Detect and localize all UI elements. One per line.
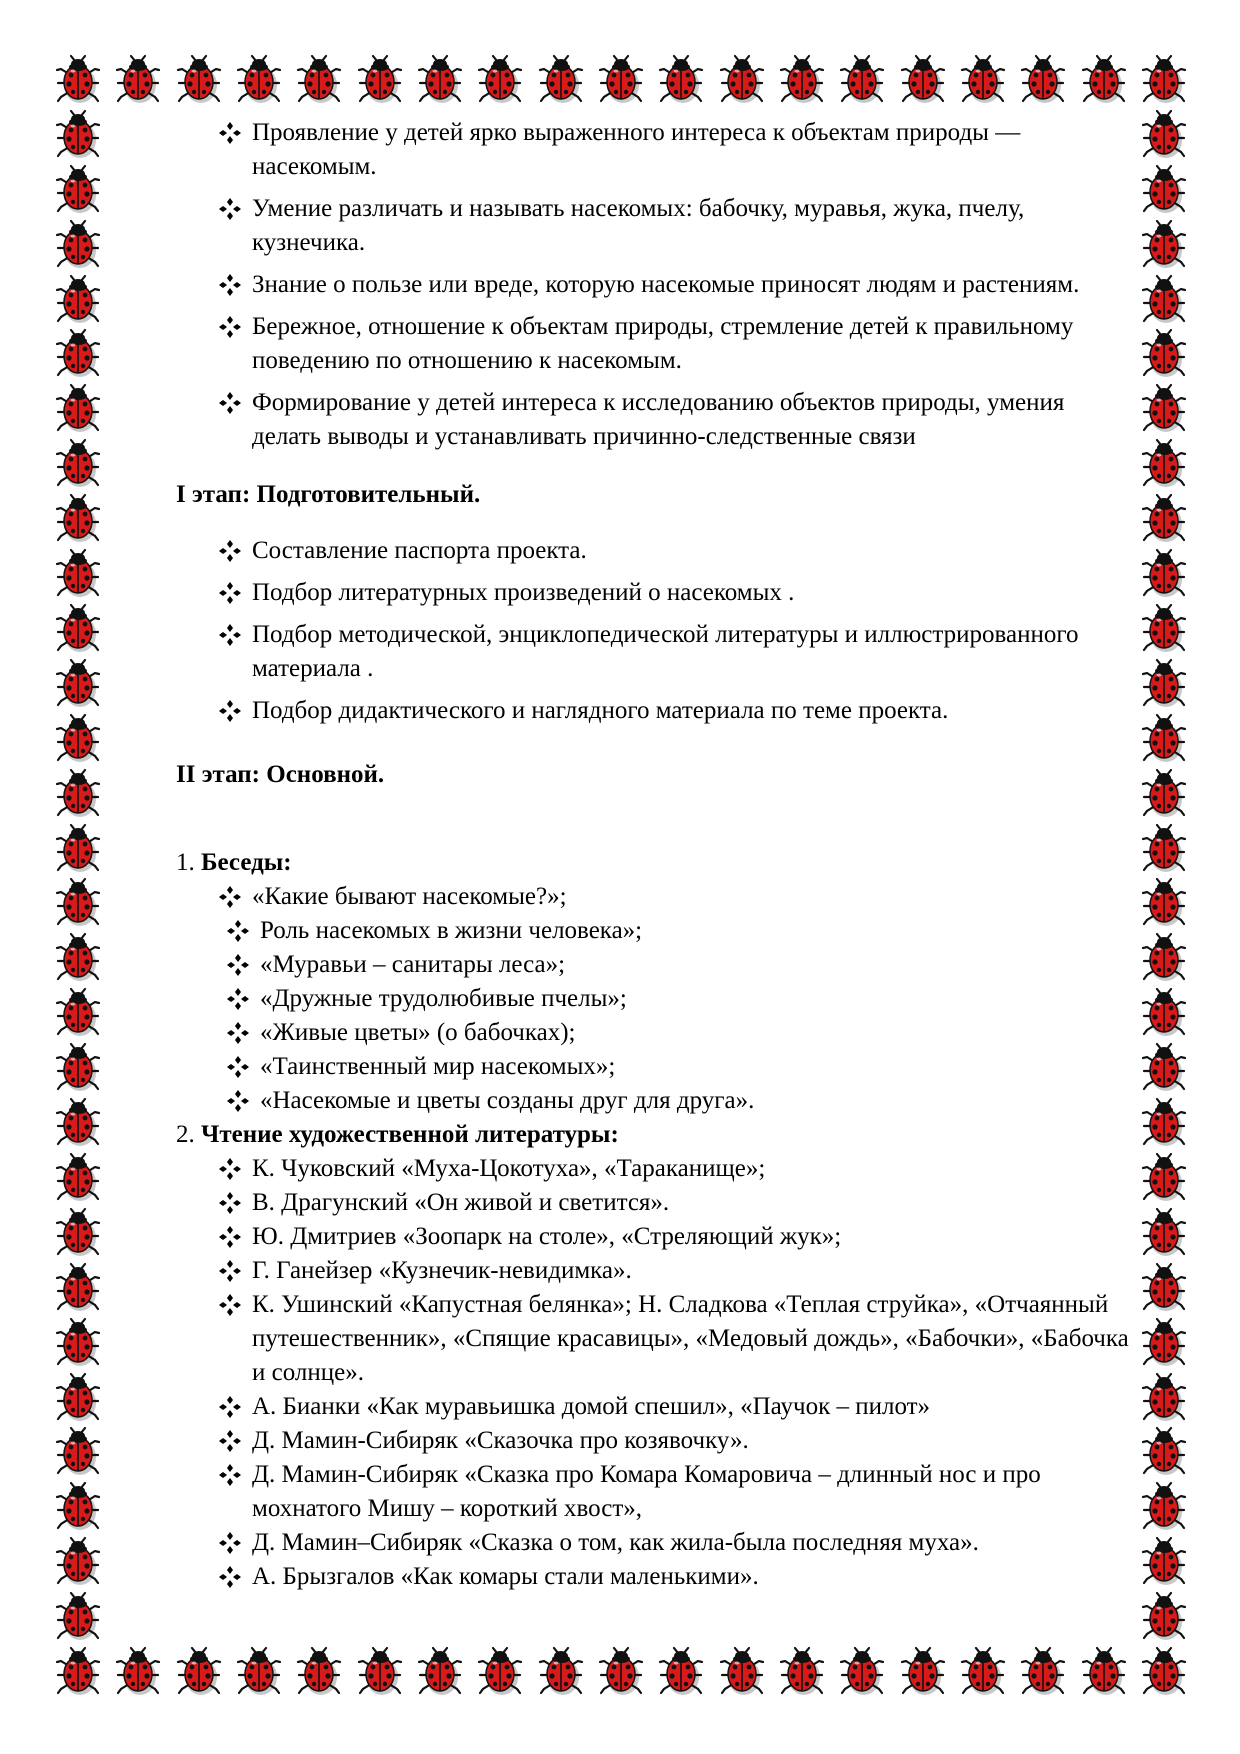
four-diamond-bullet-icon bbox=[224, 982, 252, 1016]
list-item bbox=[176, 880, 1136, 914]
ladybug-icon bbox=[1138, 1151, 1190, 1203]
conversations-number: 1. bbox=[176, 849, 195, 876]
list-item bbox=[176, 1152, 1136, 1186]
list-item bbox=[176, 1254, 1136, 1288]
four-diamond-bullet-icon bbox=[216, 618, 244, 652]
four-diamond-bullet-icon bbox=[224, 1084, 252, 1118]
ladybug-icon bbox=[52, 53, 104, 105]
ladybug-icon bbox=[52, 327, 104, 379]
ladybug-icon bbox=[655, 1645, 707, 1697]
ladybug-icon bbox=[414, 53, 466, 105]
ladybug-icon bbox=[354, 1645, 406, 1697]
ladybug-icon bbox=[1138, 1590, 1190, 1642]
ladybug-icon bbox=[52, 1590, 104, 1642]
ladybug-icon bbox=[1138, 1096, 1190, 1148]
ladybug-icon bbox=[52, 1206, 104, 1258]
list-item bbox=[176, 694, 1136, 728]
ladybug-icon bbox=[52, 822, 104, 874]
ladybug-icon bbox=[293, 53, 345, 105]
ladybug-icon bbox=[1138, 492, 1190, 544]
ladybug-icon bbox=[1138, 382, 1190, 434]
ladybug-icon bbox=[414, 1645, 466, 1697]
ladybug-icon bbox=[1138, 1480, 1190, 1532]
list-item bbox=[176, 1526, 1136, 1560]
four-diamond-bullet-icon bbox=[224, 914, 252, 948]
reading-heading bbox=[176, 1118, 1136, 1152]
ladybug-icon bbox=[52, 931, 104, 983]
ladybug-icon bbox=[655, 53, 707, 105]
stage2-heading: II этап: Основной. bbox=[176, 761, 385, 788]
list-item bbox=[176, 310, 1136, 378]
four-diamond-bullet-icon bbox=[216, 1390, 244, 1424]
ladybug-icon bbox=[897, 1645, 949, 1697]
four-diamond-bullet-icon bbox=[216, 116, 244, 150]
list-item bbox=[176, 386, 1136, 454]
ladybug-icon bbox=[716, 53, 768, 105]
list-item-text: Ю. Дмитриев «Зоопарк на столе», «Стреляющий жук»; bbox=[252, 1223, 842, 1250]
four-diamond-bullet-icon bbox=[216, 192, 244, 226]
ladybug-icon bbox=[52, 1096, 104, 1148]
ladybug-icon bbox=[1138, 327, 1190, 379]
ladybug-icon bbox=[1138, 986, 1190, 1038]
ladybug-icon bbox=[1017, 53, 1069, 105]
four-diamond-bullet-icon bbox=[216, 576, 244, 610]
ladybug-icon bbox=[1138, 1645, 1190, 1697]
ladybug-icon bbox=[112, 53, 164, 105]
ladybug-icon bbox=[52, 492, 104, 544]
list-item-text: «Насекомые и цветы созданы друг для друга». bbox=[260, 1087, 755, 1114]
ladybug-icon bbox=[233, 1645, 285, 1697]
ladybug-icon bbox=[52, 382, 104, 434]
list-item bbox=[176, 1186, 1136, 1220]
four-diamond-bullet-icon bbox=[216, 1288, 244, 1322]
list-item bbox=[176, 1424, 1136, 1458]
four-diamond-bullet-icon bbox=[216, 1152, 244, 1186]
list-item bbox=[176, 116, 1136, 184]
four-diamond-bullet-icon bbox=[216, 386, 244, 420]
four-diamond-bullet-icon bbox=[216, 1254, 244, 1288]
list-item-text: Подбор литературных произведений о насекомых . bbox=[252, 579, 795, 606]
list-item bbox=[176, 192, 1136, 260]
list-item bbox=[176, 1560, 1136, 1594]
ladybug-icon bbox=[52, 108, 104, 160]
four-diamond-bullet-icon bbox=[216, 1458, 244, 1492]
list-item-text: Д. Мамин-Сибиряк «Сказка про Комара Комаровича – длинный нос и про мохнатого Мишу – короткий хвост», bbox=[252, 1461, 1041, 1522]
ladybug-icon bbox=[1138, 602, 1190, 654]
document-body bbox=[176, 116, 1136, 1594]
ladybug-icon bbox=[957, 53, 1009, 105]
ladybug-icon bbox=[1138, 931, 1190, 983]
list-item-text: Подбор методической, энциклопедической литературы и иллюстрированного материала . bbox=[252, 621, 1079, 682]
ladybug-icon bbox=[1138, 1371, 1190, 1423]
ladybug-icon bbox=[52, 1261, 104, 1313]
ladybug-icon bbox=[52, 1371, 104, 1423]
ladybug-icon bbox=[293, 1645, 345, 1697]
list-item-text: «Таинственный мир насекомых»; bbox=[260, 1053, 616, 1080]
ladybug-icon bbox=[52, 1151, 104, 1203]
ladybug-icon bbox=[52, 1316, 104, 1368]
list-item-text: Д. Мамин–Сибиряк «Сказка о том, как жила-была последняя муха». bbox=[252, 1529, 979, 1556]
list-item-text: Формирование у детей интереса к исследованию объектов природы, умения делать выводы и устанавливать причинно-следственные связи bbox=[252, 389, 1065, 450]
ladybug-icon bbox=[52, 547, 104, 599]
four-diamond-bullet-icon bbox=[216, 1424, 244, 1458]
ladybug-icon bbox=[1138, 1041, 1190, 1093]
ladybug-icon bbox=[52, 602, 104, 654]
ladybug-icon bbox=[1138, 712, 1190, 764]
ladybug-icon bbox=[1138, 108, 1190, 160]
expected-results-list bbox=[176, 116, 1136, 454]
ladybug-icon bbox=[1078, 53, 1130, 105]
list-item bbox=[176, 982, 1136, 1016]
list-item bbox=[176, 576, 1136, 610]
ladybug-icon bbox=[1138, 273, 1190, 325]
four-diamond-bullet-icon bbox=[216, 694, 244, 728]
list-item bbox=[176, 948, 1136, 982]
list-item-text: В. Драгунский «Он живой и светится». bbox=[252, 1189, 670, 1216]
list-item-text: Умение различать и называть насекомых: бабочку, муравья, жука, пчелу, кузнечика. bbox=[252, 195, 1025, 256]
ladybug-icon bbox=[354, 53, 406, 105]
ladybug-icon bbox=[1138, 547, 1190, 599]
conversations-list bbox=[176, 880, 1136, 1118]
list-item bbox=[176, 1084, 1136, 1118]
list-item-text: Г. Ганейзер «Кузнечик-невидимка». bbox=[252, 1257, 632, 1284]
ladybug-icon bbox=[897, 53, 949, 105]
ladybug-icon bbox=[52, 767, 104, 819]
list-item-text: Подбор дидактического и наглядного материала по теме проекта. bbox=[252, 697, 949, 724]
ladybug-icon bbox=[52, 986, 104, 1038]
reading-number: 2. bbox=[176, 1121, 195, 1148]
list-item bbox=[176, 1288, 1136, 1390]
list-item-text: Проявление у детей ярко выраженного интереса к объектам природы — насекомым. bbox=[252, 119, 1021, 180]
list-item bbox=[176, 1220, 1136, 1254]
four-diamond-bullet-icon bbox=[216, 1560, 244, 1594]
ladybug-icon bbox=[52, 876, 104, 928]
ladybug-icon bbox=[1138, 822, 1190, 874]
ladybug-icon bbox=[1138, 53, 1190, 105]
four-diamond-bullet-icon bbox=[216, 268, 244, 302]
four-diamond-bullet-icon bbox=[216, 1220, 244, 1254]
list-item-text: А. Бианки «Как муравьишка домой спешил», «Паучок – пилот» bbox=[252, 1393, 931, 1420]
conversations-heading bbox=[176, 846, 1136, 880]
list-item bbox=[176, 1050, 1136, 1084]
ladybug-icon bbox=[173, 53, 225, 105]
four-diamond-bullet-icon bbox=[216, 1186, 244, 1220]
ladybug-icon bbox=[957, 1645, 1009, 1697]
list-item bbox=[176, 618, 1136, 686]
ladybug-icon bbox=[1017, 1645, 1069, 1697]
list-item-text: Роль насекомых в жизни человека»; bbox=[260, 917, 643, 944]
four-diamond-bullet-icon bbox=[224, 1016, 252, 1050]
ladybug-icon bbox=[474, 53, 526, 105]
four-diamond-bullet-icon bbox=[216, 534, 244, 568]
list-item-text: Д. Мамин-Сибиряк «Сказочка про козявочку». bbox=[252, 1427, 749, 1454]
reading-list bbox=[176, 1152, 1136, 1594]
ladybug-icon bbox=[1138, 1206, 1190, 1258]
ladybug-icon bbox=[535, 1645, 587, 1697]
four-diamond-bullet-icon bbox=[216, 1526, 244, 1560]
list-item-text: К. Чуковский «Муха-Цокотуха», «Тараканище»; bbox=[252, 1155, 766, 1182]
ladybug-icon bbox=[1138, 657, 1190, 709]
ladybug-icon bbox=[1138, 1316, 1190, 1368]
ladybug-icon bbox=[112, 1645, 164, 1697]
ladybug-icon bbox=[52, 657, 104, 709]
list-item bbox=[176, 1390, 1136, 1424]
ladybug-icon bbox=[52, 1645, 104, 1697]
four-diamond-bullet-icon bbox=[224, 948, 252, 982]
stage1-list bbox=[176, 534, 1136, 728]
list-item bbox=[176, 268, 1136, 302]
ladybug-icon bbox=[1138, 437, 1190, 489]
ladybug-icon bbox=[595, 1645, 647, 1697]
ladybug-icon bbox=[52, 1480, 104, 1532]
ladybug-icon bbox=[716, 1645, 768, 1697]
list-item bbox=[176, 1458, 1136, 1526]
ladybug-icon bbox=[52, 218, 104, 270]
ladybug-icon bbox=[52, 1041, 104, 1093]
ladybug-icon bbox=[1078, 1645, 1130, 1697]
conversations-title: Беседы: bbox=[201, 849, 292, 876]
stage1-heading: I этап: Подготовительный. bbox=[176, 481, 481, 508]
ladybug-icon bbox=[52, 437, 104, 489]
ladybug-icon bbox=[1138, 876, 1190, 928]
ladybug-icon bbox=[52, 1425, 104, 1477]
ladybug-icon bbox=[836, 1645, 888, 1697]
four-diamond-bullet-icon bbox=[216, 880, 244, 914]
list-item-text: А. Брызгалов «Как комары стали маленькими». bbox=[252, 1563, 759, 1590]
ladybug-icon bbox=[52, 163, 104, 215]
ladybug-icon bbox=[776, 53, 828, 105]
ladybug-icon bbox=[1138, 1425, 1190, 1477]
ladybug-icon bbox=[1138, 767, 1190, 819]
ladybug-icon bbox=[836, 53, 888, 105]
ladybug-icon bbox=[173, 1645, 225, 1697]
ladybug-icon bbox=[1138, 1535, 1190, 1587]
ladybug-icon bbox=[1138, 218, 1190, 270]
ladybug-icon bbox=[474, 1645, 526, 1697]
list-item bbox=[176, 914, 1136, 948]
list-item-text: Бережное, отношение к объектам природы, стремление детей к правильному поведению по отношению к насекомым. bbox=[252, 313, 1074, 374]
ladybug-icon bbox=[776, 1645, 828, 1697]
list-item bbox=[176, 1016, 1136, 1050]
ladybug-icon bbox=[52, 1535, 104, 1587]
reading-title: Чтение художественной литературы: bbox=[201, 1121, 619, 1148]
ladybug-icon bbox=[52, 273, 104, 325]
list-item-text: «Муравьи – санитары леса»; bbox=[260, 951, 566, 978]
list-item-text: Знание о пользе или вреде, которую насекомые приносят людям и растениям. bbox=[252, 271, 1080, 298]
four-diamond-bullet-icon bbox=[216, 310, 244, 344]
list-item bbox=[176, 534, 1136, 568]
ladybug-icon bbox=[233, 53, 285, 105]
four-diamond-bullet-icon bbox=[224, 1050, 252, 1084]
list-item-text: «Дружные трудолюбивые пчелы»; bbox=[260, 985, 627, 1012]
ladybug-icon bbox=[595, 53, 647, 105]
list-item-text: Составление паспорта проекта. bbox=[252, 537, 587, 564]
list-item-text: «Какие бывают насекомые?»; bbox=[252, 883, 567, 910]
ladybug-icon bbox=[535, 53, 587, 105]
list-item-text: «Живые цветы» (о бабочках); bbox=[260, 1019, 576, 1046]
ladybug-icon bbox=[1138, 1261, 1190, 1313]
ladybug-icon bbox=[1138, 163, 1190, 215]
ladybug-icon bbox=[52, 712, 104, 764]
list-item-text: К. Ушинский «Капустная белянка»; Н. Сладкова «Теплая струйка», «Отчаянный путешественник», «Спящие красавицы», «Медовый дождь», «Бабочки», «Бабочка и солнце». bbox=[252, 1291, 1129, 1386]
